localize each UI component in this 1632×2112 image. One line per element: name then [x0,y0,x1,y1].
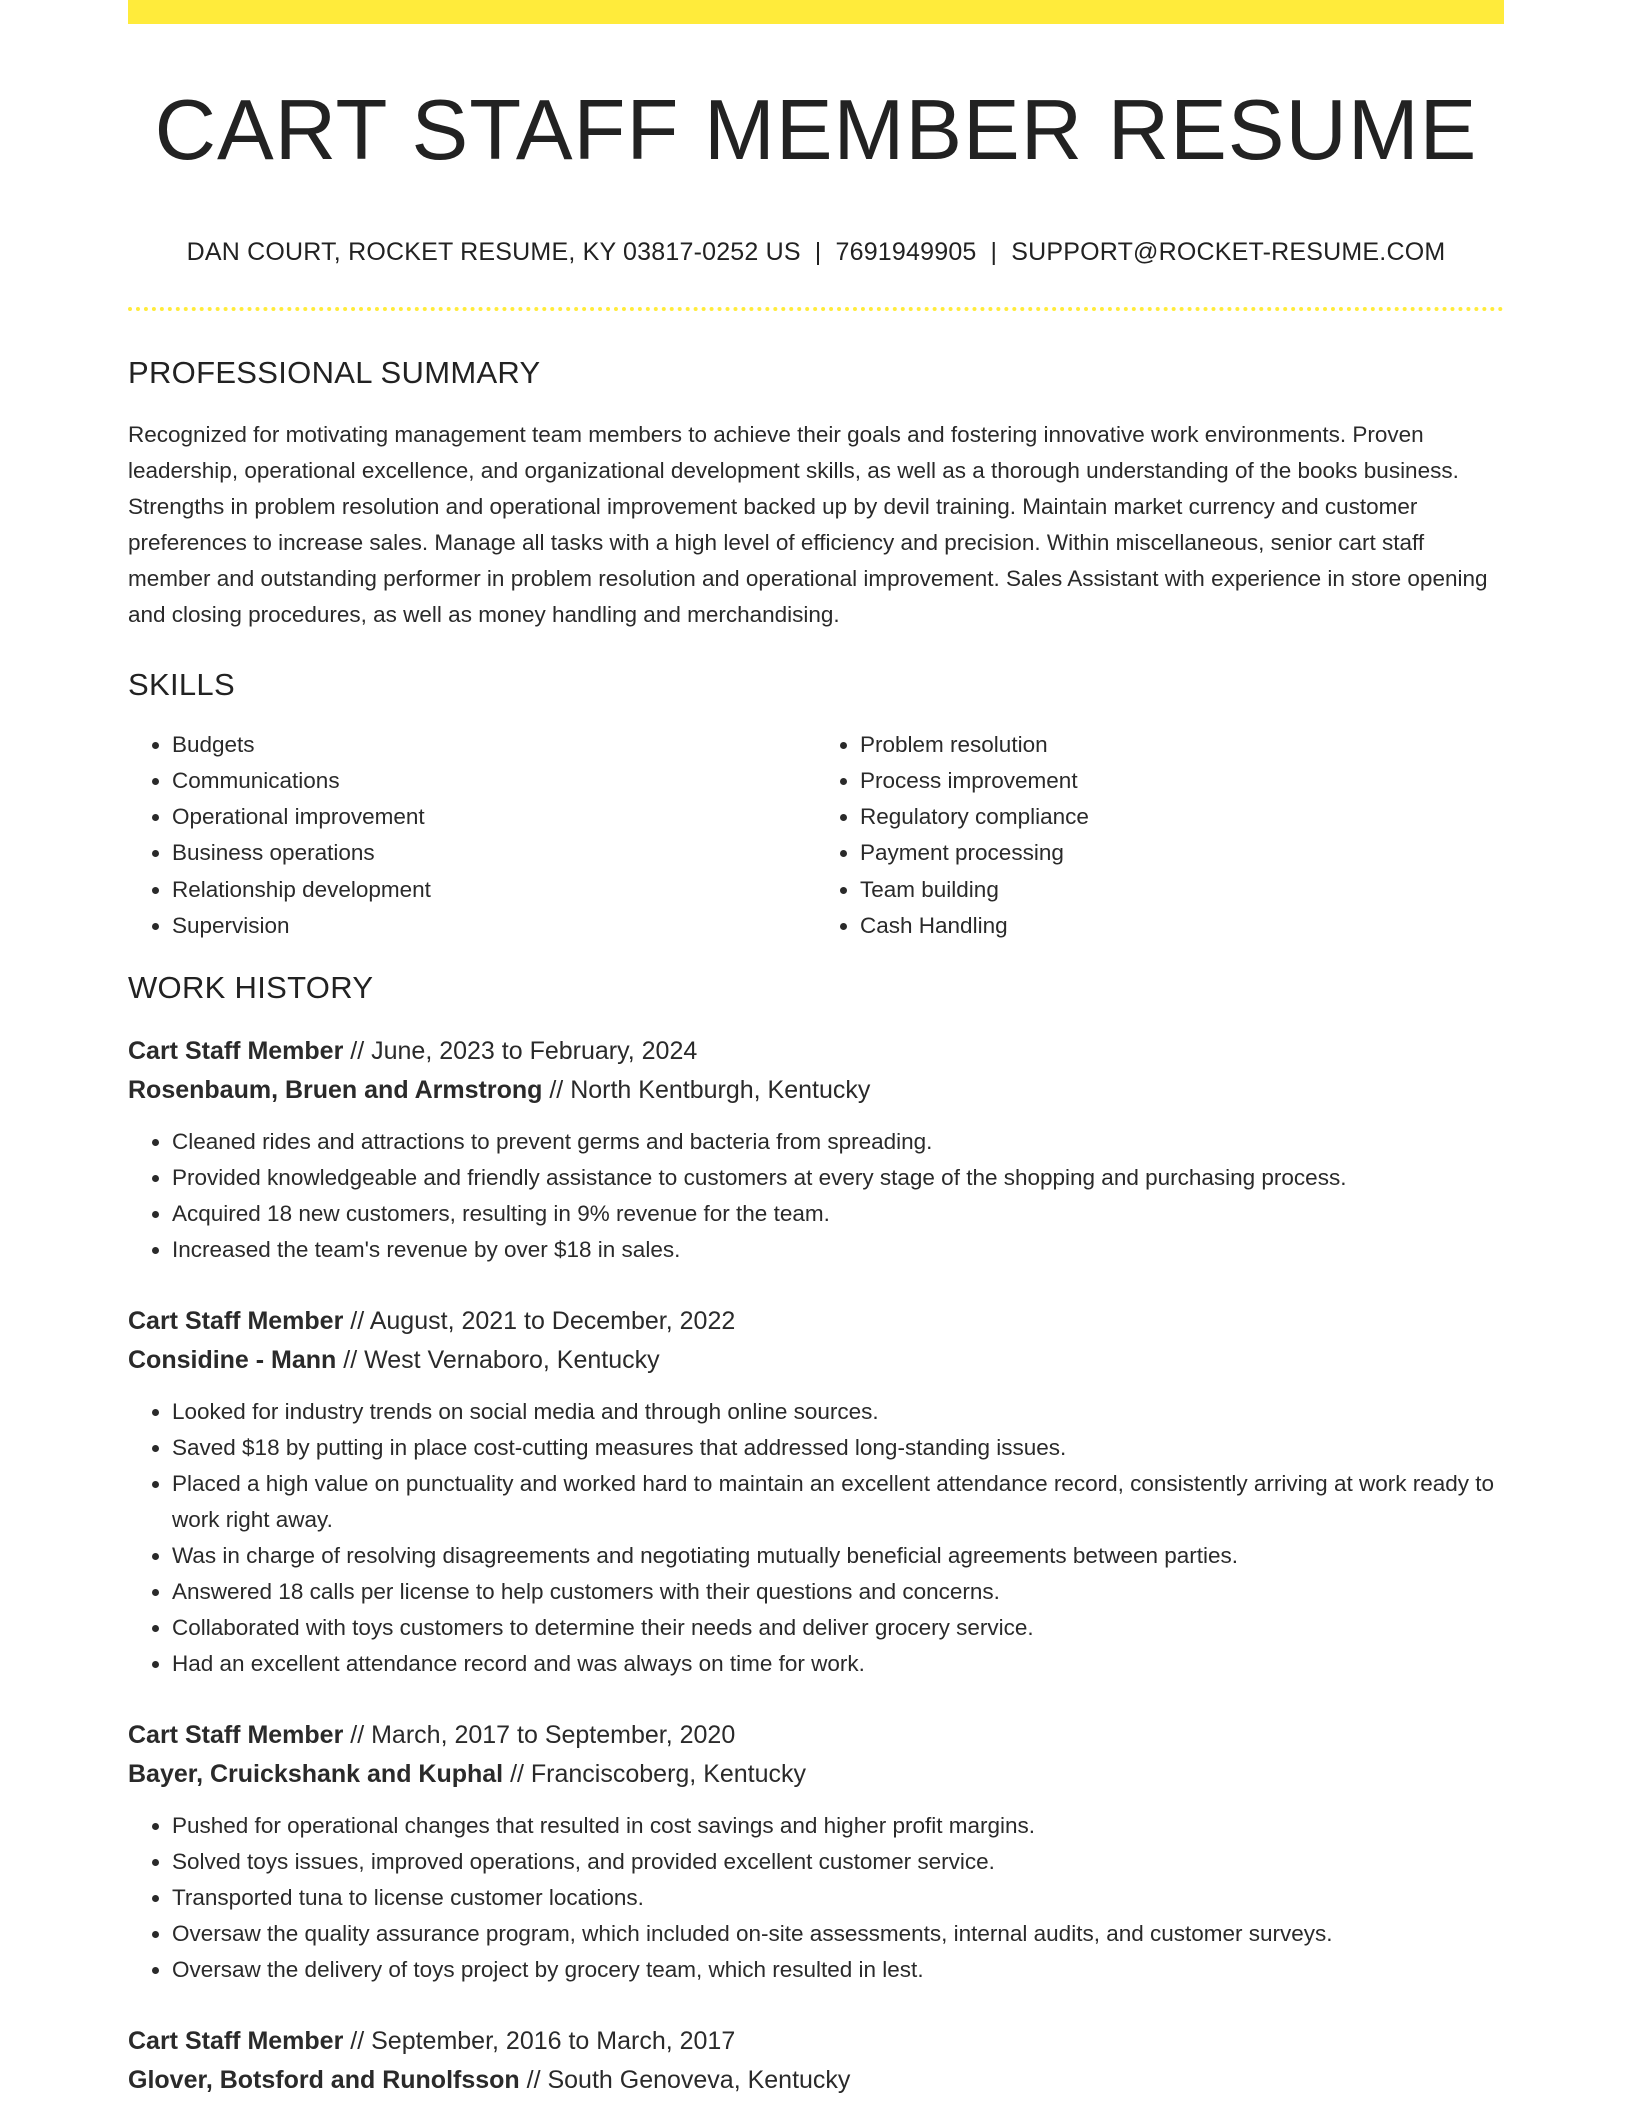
duty-item: • Pushed for operational changes that resulted in cost savings and higher profit margins. [172,1808,1504,1844]
job-title: Cart Staff Member [128,1307,344,1336]
job-title-line [128,1716,1504,1755]
job-duties [128,1808,1504,1988]
job-entry [128,1032,1504,1268]
skills-column-right [816,727,1504,945]
resume-title: CART STAFF MEMBER RESUME [154,83,1478,178]
duty-item: • Was in charge of resolving disagreements and negotiating mutually beneficial agreements between parties. [172,1538,1504,1574]
job-company-line [128,1755,1504,1794]
job-company: Glover, Botsford and Runolfsson [128,2066,520,2095]
duty-item: • Looked for industry trends on social media and through online sources. [172,1394,1504,1430]
job-location: // South Genoveva, Kentucky [519,2066,851,2095]
skills-heading: SKILLS [128,666,235,702]
skill-item: • Regulatory compliance [860,799,1504,835]
skill-item: • Problem resolution [860,727,1504,763]
summary-text: Recognized for motivating management team members to achieve their goals and fostering innovative work environments. Proven leadership, operational excellence, and organizational development skills, as well as a thorough understanding of the books business. Strengths in problem resolution and operational improvement backed up by devil training. Maintain market currency and customer preferences to increase sales. Manage all tasks with a high level of efficiency and precision. Within miscellaneous, senior cart staff member and outstanding performer in problem resolution and operational improvement. Sales Assistant with experience in store opening and closing procedures, as well as money handling and merchandising. [128,421,1488,627]
job-company-line [128,1071,1504,1110]
job-title: Cart Staff Member [128,2027,344,2056]
job-company: Bayer, Cruickshank and Kuphal [128,1760,504,1789]
skill-item: • Payment processing [860,835,1504,871]
skill-item: • Budgets [172,727,816,763]
contact-line [128,238,1504,267]
duty-item: • Placed a high value on punctuality and worked hard to maintain an excellent attendance record, consistently arriving at work ready to work right away. [172,1466,1504,1538]
duty-item: • Provided knowledgeable and friendly assistance to customers at every stage of the shopping and purchasing process. [172,1160,1504,1196]
job-location: // West Vernaboro, Kentucky [336,1346,660,1375]
job-company-line [128,1341,1504,1380]
duty-item: • Answered 18 calls per license to help customers with their questions and concerns. [172,1574,1504,1610]
job-title: Cart Staff Member [128,1037,344,1066]
job-company: Considine - Mann [128,1346,337,1375]
job-title: Cart Staff Member [128,1721,344,1750]
accent-bar [128,0,1504,24]
contact-phone: 7691949905 [835,237,977,266]
job-dates: // September, 2016 to March, 2017 [343,2027,736,2056]
work-history-heading: WORK HISTORY [128,970,374,1006]
skill-item: • Operational improvement [172,799,816,835]
job-entry [128,1302,1504,1682]
contact-separator: | [814,237,822,266]
job-entry [128,2022,1504,2100]
skill-item: • Cash Handling [860,908,1504,944]
duty-item: • Oversaw the quality assurance program, which included on-site assessments, internal audits, and customer surveys. [172,1916,1504,1952]
skill-item: • Process improvement [860,763,1504,799]
duty-item: • Increased the team's revenue by over $18 in sales. [172,1232,1504,1268]
duty-item: • Had an excellent attendance record and was always on time for work. [172,1646,1504,1682]
job-entry [128,1716,1504,1988]
skill-item: • Supervision [172,908,816,944]
job-company: Rosenbaum, Bruen and Armstrong [128,1076,543,1105]
contact-address: DAN COURT, ROCKET RESUME, KY 03817-0252 US [186,237,801,266]
skill-item: • Team building [860,872,1504,908]
duty-item: • Oversaw the delivery of toys project by grocery team, which resulted in lest. [172,1952,1504,1988]
skills-column-left [128,727,816,945]
duty-item: • Transported tuna to license customer locations. [172,1880,1504,1916]
job-duties [128,1124,1504,1268]
duty-item: • Saved $18 by putting in place cost-cutting measures that addressed long-standing issues. [172,1430,1504,1466]
job-dates: // June, 2023 to February, 2024 [343,1037,698,1066]
summary-heading: PROFESSIONAL SUMMARY [128,354,541,390]
duty-item: • Cleaned rides and attractions to prevent germs and bacteria from spreading. [172,1124,1504,1160]
contact-separator: | [990,237,998,266]
job-dates: // March, 2017 to September, 2020 [343,1721,736,1750]
job-duties [128,1394,1504,1682]
resume-page [128,0,1504,2100]
skill-item: • Communications [172,763,816,799]
duty-item: • Collaborated with toys customers to determine their needs and deliver grocery service. [172,1610,1504,1646]
dotted-divider [128,307,1504,311]
job-title-line [128,2022,1504,2061]
job-title-line [128,1302,1504,1341]
skill-item: • Business operations [172,835,816,871]
skill-item: • Relationship development [172,872,816,908]
job-location: // North Kentburgh, Kentucky [542,1076,871,1105]
job-location: // Franciscoberg, Kentucky [503,1760,807,1789]
contact-email: SUPPORT@ROCKET-RESUME.COM [1011,237,1446,266]
job-dates: // August, 2021 to December, 2022 [343,1307,736,1336]
job-title-line [128,1032,1504,1071]
duty-item: • Solved toys issues, improved operations, and provided excellent customer service. [172,1844,1504,1880]
duty-item: • Acquired 18 new customers, resulting in 9% revenue for the team. [172,1196,1504,1232]
job-company-line [128,2061,1504,2100]
skills-list [128,727,1504,945]
